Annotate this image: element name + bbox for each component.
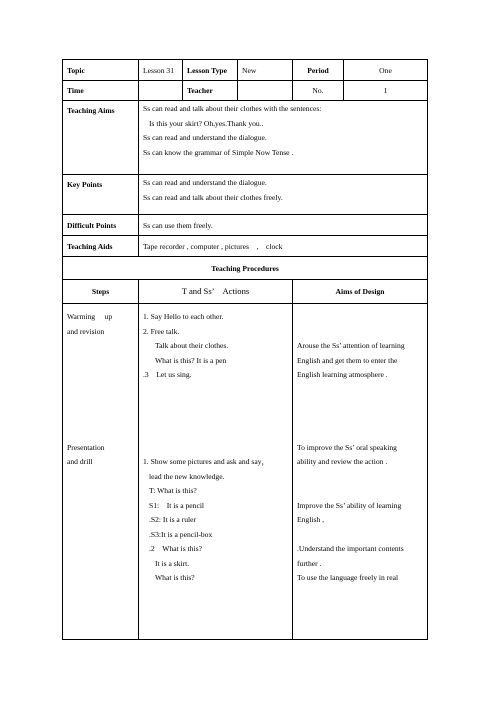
design-line: English learning atmosphere . — [297, 370, 388, 379]
teaching-aims-content — [139, 101, 428, 175]
design-line — [297, 397, 423, 412]
key-points-content — [139, 175, 428, 215]
actions-line — [143, 412, 288, 427]
actions-line: It is a skirt. — [155, 558, 190, 568]
actions-line: .S2: It is a ruler — [149, 515, 197, 524]
steps-line — [67, 383, 134, 398]
key-points-line: Ss can read and talk about their clothes freely. — [143, 192, 283, 202]
actions-line: 2. Free talk. — [143, 326, 180, 336]
col-header-design: Aims of Design — [293, 280, 428, 304]
teaching-aims-line: Ss can read and talk about their clothes with the sentences: — [143, 104, 322, 113]
design-line — [297, 484, 423, 499]
key-points-row — [63, 175, 428, 215]
design-line: further . — [297, 558, 322, 568]
steps-line — [67, 397, 134, 412]
teacher-label: Teacher — [183, 81, 238, 101]
teaching-aids-value: Tape recorder , computer , pictures , clock — [139, 236, 428, 257]
topic-row — [63, 60, 428, 81]
period-label: Period — [293, 60, 344, 81]
no-value: 1 — [344, 81, 428, 101]
difficult-points-label: Difficult Points — [63, 215, 139, 236]
actions-line: S1: It is a pencil — [149, 500, 205, 510]
design-line: .Understand the important contents — [297, 544, 404, 553]
design-line — [297, 310, 423, 325]
col-header-actions-text: T and Ss’ Actions — [181, 286, 250, 296]
actions-line: What is this? — [155, 573, 195, 582]
actions-line: T: What is this? — [149, 486, 197, 495]
steps-line: and revision — [67, 326, 105, 336]
difficult-points-value: Ss can use them freely. — [139, 215, 428, 236]
design-list — [297, 310, 423, 586]
actions-line — [143, 397, 288, 412]
time-label: Time — [63, 81, 139, 101]
procedures-header-row — [63, 280, 428, 304]
key-points-label: Key Points — [63, 175, 139, 215]
topic-value: Lesson 31 — [139, 60, 183, 81]
steps-line — [67, 426, 134, 441]
design-cell — [293, 304, 428, 640]
col-header-actions — [139, 280, 293, 304]
no-label: No. — [293, 81, 344, 101]
difficult-points-row — [63, 215, 428, 236]
period-value: One — [344, 60, 428, 81]
teaching-aids-row — [63, 236, 428, 257]
steps-cell — [63, 304, 139, 640]
teacher-value — [238, 81, 293, 101]
actions-line: 1. Show some pictures and ask and say， — [143, 457, 270, 466]
steps-line: Presentation — [67, 442, 105, 452]
actions-list — [143, 310, 288, 586]
design-line — [297, 470, 423, 485]
design-line: English and get them to enter the — [297, 355, 398, 365]
topic-label: Topic — [63, 60, 139, 81]
steps-line — [67, 412, 134, 427]
teaching-aims-line: Ss can know the grammar of Simple Now Tense . — [143, 147, 294, 157]
steps-list — [67, 310, 134, 470]
teaching-aims-line: Is this your skirt? Oh,yes.Thank you.. — [149, 118, 264, 128]
lesson-type-value: New — [238, 60, 293, 81]
actions-line: .2 What is this? — [149, 544, 202, 553]
procedures-title-row — [63, 257, 428, 280]
design-line — [297, 426, 423, 441]
actions-line: Talk about their clothes. — [155, 341, 229, 350]
steps-line — [67, 339, 134, 354]
actions-line — [143, 441, 288, 456]
design-line: To use the language freely in real — [297, 573, 399, 582]
actions-line — [143, 426, 288, 441]
actions-line — [143, 383, 288, 398]
actions-line: .S3:It is a pencil-box — [149, 529, 213, 539]
actions-cell — [139, 304, 293, 640]
actions-line: .3 Let us sing. — [143, 370, 192, 379]
teaching-aims-row — [63, 101, 428, 175]
steps-line — [67, 354, 134, 369]
teaching-aims-label: Teaching Aims — [63, 101, 139, 175]
lesson-plan-table — [62, 59, 428, 640]
design-line: ability and review the action . — [297, 457, 388, 466]
steps-line — [67, 368, 134, 383]
design-line: To improve the Ss’ oral speaking — [297, 442, 397, 452]
teaching-aims-line: Ss can read and understand the dialogue. — [143, 133, 267, 142]
col-header-steps: Steps — [63, 280, 139, 304]
teaching-aids-label: Teaching Aids — [63, 236, 139, 257]
procedures-title: Teaching Procedures — [63, 257, 428, 280]
design-line — [297, 325, 423, 340]
lesson-type-label: Lesson Type — [183, 60, 238, 81]
design-line: Arouse the Ss’ attention of learning — [297, 341, 405, 350]
design-line — [297, 528, 423, 543]
steps-line: and drill — [67, 457, 93, 466]
actions-line: What is this? It is a pen — [155, 355, 227, 365]
design-line — [297, 383, 423, 398]
steps-line: Warming up — [67, 312, 113, 321]
time-row — [63, 81, 428, 101]
actions-line: lead the new knowledge. — [149, 471, 225, 481]
time-value — [139, 81, 183, 101]
key-points-line: Ss can read and understand the dialogue. — [143, 178, 267, 187]
procedures-body-row — [63, 304, 428, 640]
design-line: Improve the Ss’ ability of learning — [297, 500, 402, 510]
design-line — [297, 412, 423, 427]
actions-line: 1. Say Hello to each other. — [143, 312, 224, 321]
design-line: English , — [297, 515, 325, 524]
